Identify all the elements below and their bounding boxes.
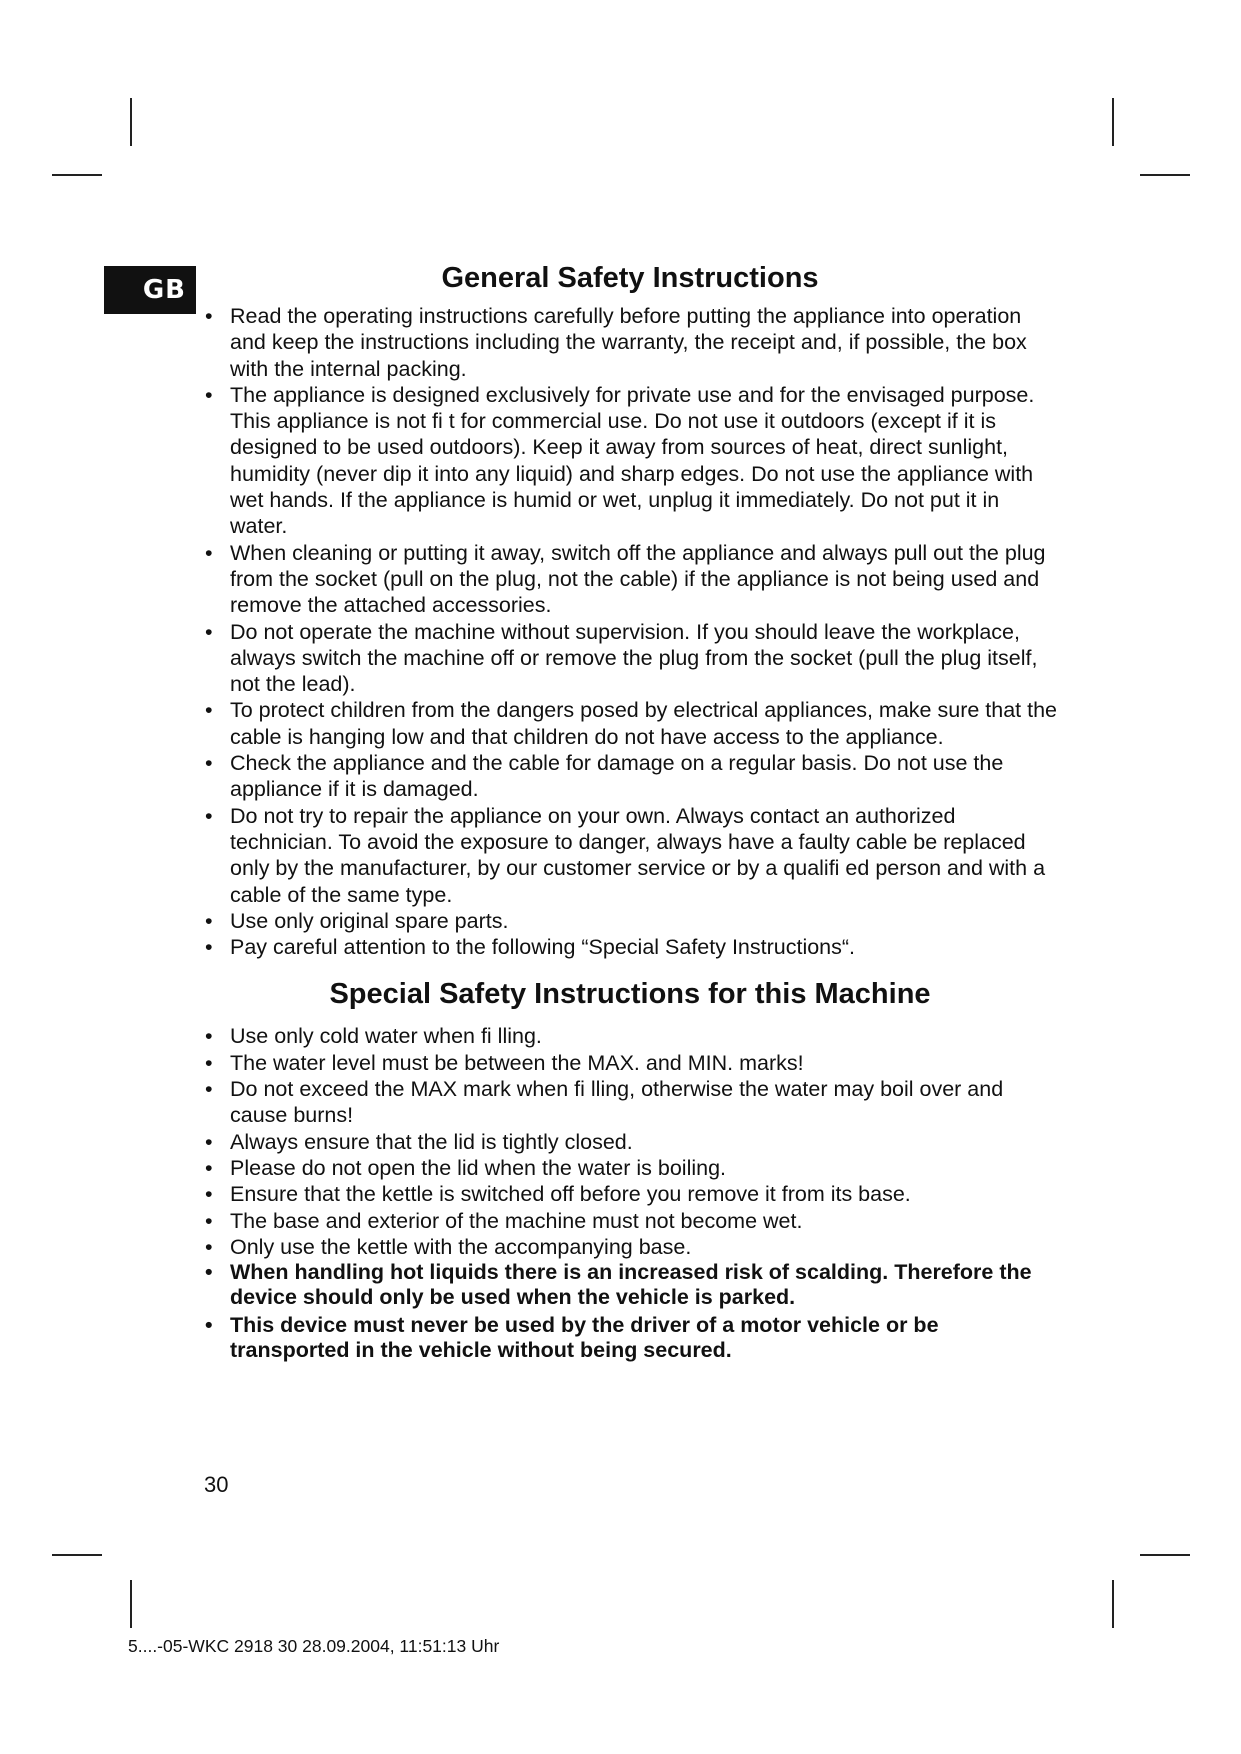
- special-safety-list: [200, 1023, 1060, 1363]
- crop-mark: [130, 1580, 132, 1628]
- list-item: • Do not operate the machine without supervision. If you should leave the workplace, always switch the machine off or remove the plug from the socket (pull the plug itself, not the lead).: [200, 619, 1060, 698]
- list-item: • Always ensure that the lid is tightly closed.: [200, 1129, 1060, 1155]
- crop-mark: [1140, 174, 1190, 176]
- crop-mark: [1140, 1554, 1190, 1556]
- page-content: [200, 262, 1060, 1366]
- list-item: • Only use the kettle with the accompanying base.: [200, 1234, 1060, 1260]
- warning-item: • This device must never be used by the driver of a motor vehicle or be transported in the vehicle without being secured.: [200, 1313, 1060, 1363]
- general-safety-title: General Safety Instructions: [441, 262, 819, 294]
- special-safety-title: Special Safety Instructions for this Machine: [329, 978, 931, 1011]
- list-item: • The water level must be between the MAX. and MIN. marks!: [200, 1050, 1060, 1076]
- list-item: • Pay careful attention to the following “Special Safety Instructions“.: [200, 934, 1060, 960]
- page-number: 30: [204, 1472, 229, 1497]
- list-item: • Ensure that the kettle is switched off before you remove it from its base.: [200, 1181, 1060, 1207]
- crop-mark: [52, 174, 102, 176]
- list-item: • Check the appliance and the cable for damage on a regular basis. Do not use the appliance if it is damaged.: [200, 750, 1060, 803]
- list-item: • Use only cold water when fi lling.: [200, 1023, 1060, 1049]
- warning-item: • When handling hot liquids there is an increased risk of scalding. Therefore the device should only be used when the vehicle is parked.: [200, 1260, 1060, 1310]
- list-item: • Do not exceed the MAX mark when fi lling, otherwise the water may boil over and cause burns!: [200, 1076, 1060, 1129]
- language-badge: GB: [104, 266, 196, 314]
- list-item: • When cleaning or putting it away, switch off the appliance and always pull out the plug from the socket (pull on the plug, not the cable) if the appliance is not being used and remove the attached accessories.: [200, 540, 1060, 619]
- list-item: • To protect children from the dangers posed by electrical appliances, make sure that the cable is hanging low and that children do not have access to the appliance.: [200, 697, 1060, 750]
- crop-mark: [1112, 98, 1114, 146]
- general-safety-list: [200, 303, 1060, 960]
- crop-mark: [130, 98, 132, 146]
- list-item: • Read the operating instructions carefully before putting the appliance into operation and keep the instructions including the warranty, the receipt and, if possible, the box with the internal packing.: [200, 303, 1060, 382]
- list-item: • The base and exterior of the machine must not become wet.: [200, 1208, 1060, 1234]
- crop-mark: [52, 1554, 102, 1556]
- list-item: • Use only original spare parts.: [200, 908, 1060, 934]
- print-footer: 5....-05-WKC 2918 30 28.09.2004, 11:51:13 Uhr: [128, 1636, 500, 1656]
- list-item: • The appliance is designed exclusively for private use and for the envisaged purpose. This appliance is not fi t for commercial use. Do not use it outdoors (except if it is designed to be used outdoors). Keep it away from sources of heat, direct sunlight, humidity (never dip it into any liquid) and sharp edges. Do not use the appliance with wet hands. If the appliance is humid or wet, unplug it immediately. Do not put it in water.: [200, 382, 1060, 540]
- crop-mark: [1112, 1580, 1114, 1628]
- list-item: • Please do not open the lid when the water is boiling.: [200, 1155, 1060, 1181]
- list-item: • Do not try to repair the appliance on your own. Always contact an authorized technician. To avoid the exposure to danger, always have a faulty cable be replaced only by the manufacturer, by our customer service or by a qualifi ed person and with a cable of the same type.: [200, 803, 1060, 908]
